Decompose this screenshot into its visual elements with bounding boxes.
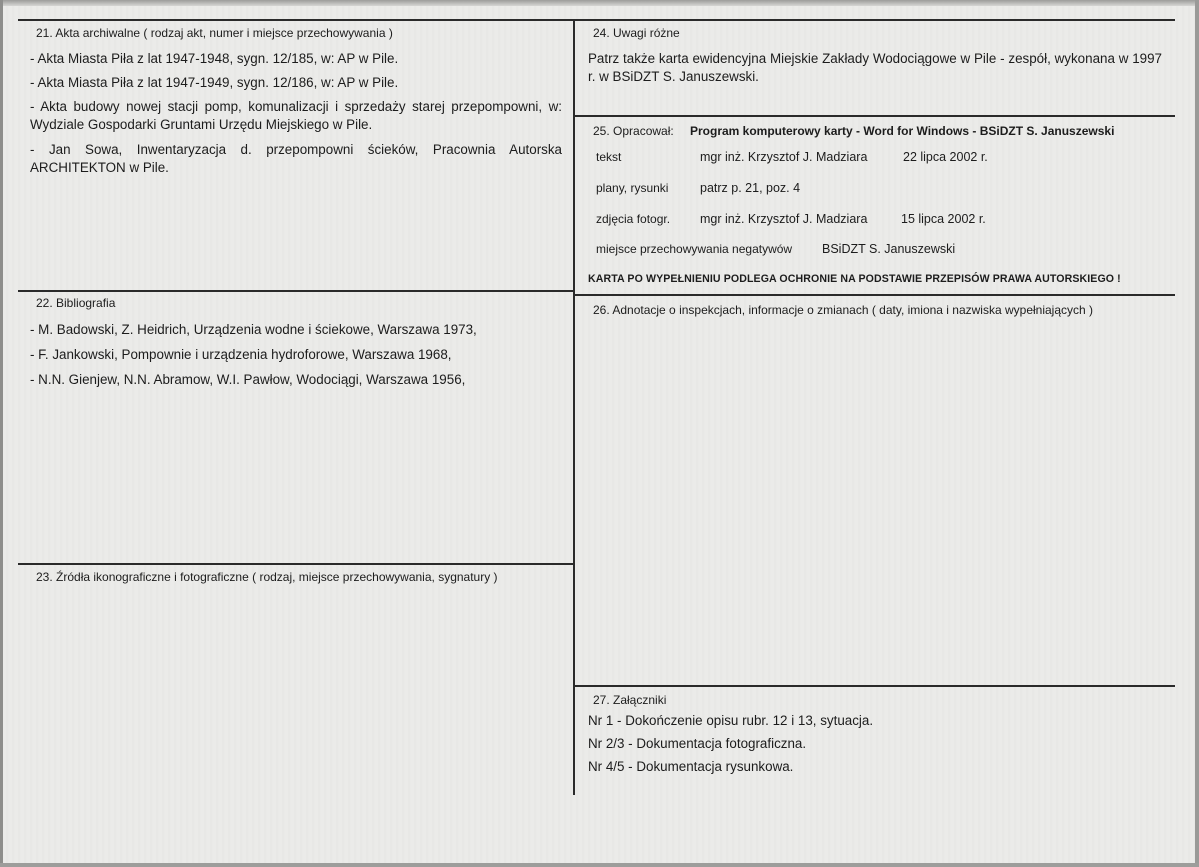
scan-edge-top (0, 0, 1199, 6)
s25-value-plans: patrz p. 21, poz. 4 (700, 181, 801, 195)
section-27-header: 27. Załączniki (593, 693, 667, 707)
s25-label-negatives: miejsce przechowywania negatywów (596, 242, 793, 256)
divider-22-23 (18, 563, 574, 565)
section-24-header: 24. Uwagi różne (593, 26, 680, 40)
s25-program: Program komputerowy karty - Word for Windows - BSiDZT S. Januszewski (690, 124, 1115, 138)
s25-date-text: 22 lipca 2002 r. (903, 150, 988, 164)
s24-text: Patrz także karta ewidencyjna Miejskie Zakłady Wodociągowe w Pile - zespół, wykonana w 1997 r. w BSiDZT S. Januszewski. (588, 51, 1162, 84)
top-border (18, 19, 1175, 21)
s22-item-3: - N.N. Gienjew, N.N. Abramow, W.I. Pawłow, Wodociągi, Warszawa 1956, (30, 372, 466, 387)
s25-value-text: mgr inż. Krzysztof J. Madziara (700, 150, 868, 164)
section-25-header: 25. Opracował: (593, 124, 674, 138)
divider-26-27 (573, 685, 1175, 687)
divider-21-22 (18, 290, 574, 292)
s21-item-4: - Jan Sowa, Inwentaryzacja d. przepompowni ścieków, Pracownia Autorska ARCHITEKTON w Pile. (30, 142, 562, 175)
section-26-header: 26. Adnotacje o inspekcjach, informacje o zmianach ( daty, imiona i nazwiska wypełniających ) (593, 303, 1094, 317)
s25-label-photos: zdjęcia fotogr. (596, 212, 671, 226)
scan-edge-left (0, 0, 3, 867)
s27-item-3: Nr 4/5 - Dokumentacja rysunkowa. (588, 759, 794, 774)
section-22-header: 22. Bibliografia (36, 296, 116, 310)
scan-edge-bottom (0, 863, 1199, 867)
s25-date-photos: 15 lipca 2002 r. (901, 212, 986, 226)
s21-item-1: - Akta Miasta Piła z lat 1947-1948, sygn. 12/185, w: AP w Pile. (30, 51, 399, 66)
s21-item-3: - Akta budowy nowej stacji pomp, komunalizacji i sprzedaży starej przepompowni, w: Wydziale Gospodarki Gruntami Urzędu Miejskiego w Pile. (30, 99, 562, 132)
section-21-header: 21. Akta archiwalne ( rodzaj akt, numer i miejsce przechowywania ) (36, 26, 393, 40)
s27-item-2: Nr 2/3 - Dokumentacja fotograficzna. (588, 736, 807, 751)
s22-item-1: - M. Badowski, Z. Heidrich, Urządzenia wodne i ściekowe, Warszawa 1973, (30, 322, 477, 337)
s25-value-photos: mgr inż. Krzysztof J. Madziara (700, 212, 868, 226)
s21-item-2: - Akta Miasta Piła z lat 1947-1949, sygn. 12/186, w: AP w Pile. (30, 75, 399, 90)
divider-24-25 (573, 115, 1175, 117)
center-divider (573, 19, 575, 795)
section-23-header: 23. Źródła ikonograficzne i fotograficzne ( rodzaj, miejsce przechowywania, sygnatury ) (36, 570, 498, 584)
scan-edge-right (1195, 0, 1199, 867)
s25-value-negatives: BSiDZT S. Januszewski (822, 242, 956, 256)
s22-item-2: - F. Jankowski, Pompownie i urządzenia hydroforowe, Warszawa 1968, (30, 347, 452, 362)
divider-25-26 (573, 294, 1175, 296)
s27-item-1: Nr 1 - Dokończenie opisu rubr. 12 i 13, sytuacja. (588, 713, 874, 728)
copyright-warning: KARTA PO WYPEŁNIENIU PODLEGA OCHRONIE NA PODSTAWIE PRZEPISÓW PRAWA AUTORSKIEGO ! (588, 273, 1121, 285)
s25-label-text: tekst (596, 150, 622, 164)
s25-label-plans: plany, rysunki (596, 181, 669, 195)
